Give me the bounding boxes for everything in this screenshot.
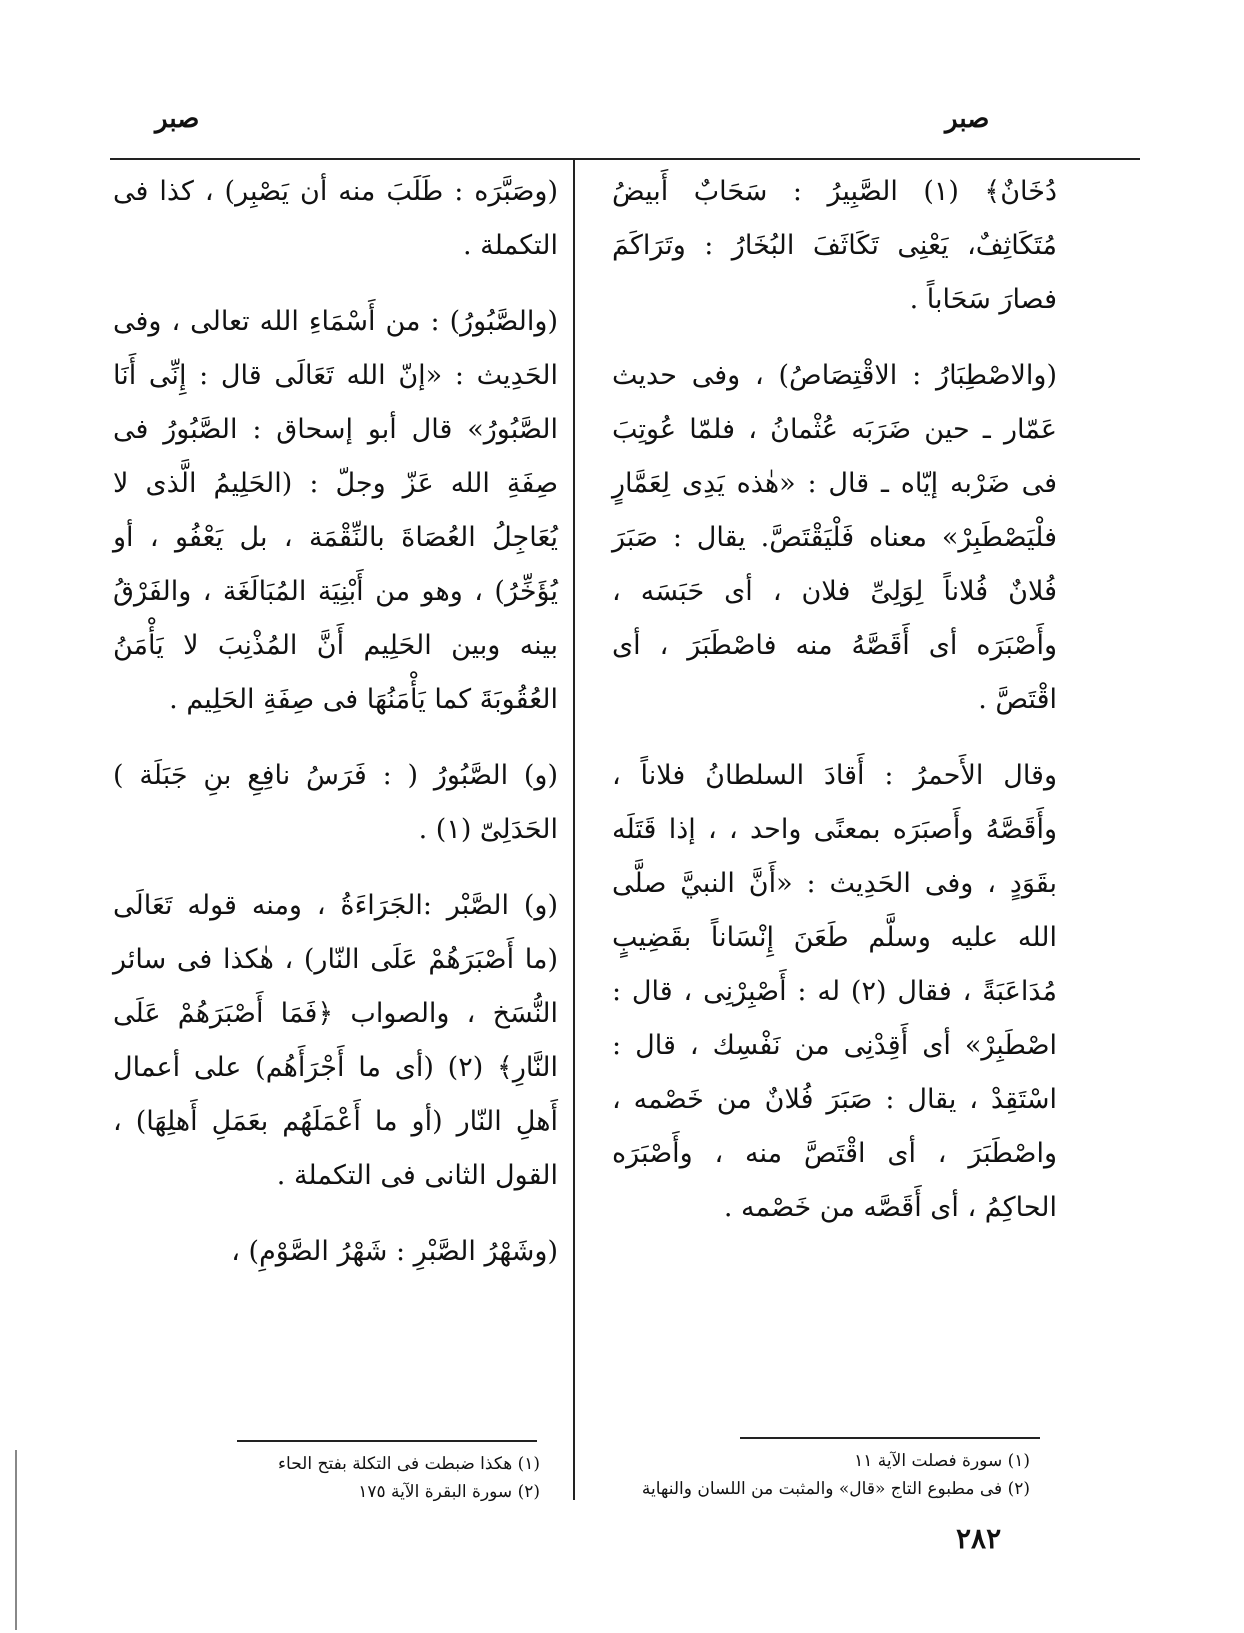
paragraph: (والصَّبُورُ) : من أَسْمَاءِ الله تعالى ، وفى الحَدِيث : «إنّ الله تَعَالَى قال : إِنِّى أَنَا الصَّبُورُ» قال أبو إسحاق : الصَّبُورُ فى صِفَةِ الله عَزّ وجلّ : (الحَلِيمُ الَّذى لا يُعَاجِلُ العُصَاةَ بالنِّقْمَة ، بل يَعْفُو ، أو يُؤَخِّرُ) ، وهو من أَبْنِيَة المُبَالَغَة ، والفَرْقُ بينه وبين الحَلِيم أَنَّ المُذْنِبَ لا يَأْمَنُ العُقُوبَةَ كما يَأْمَنُهَا فى صِفَةِ الحَلِيم . [113, 306, 558, 715]
right-column [612, 165, 1057, 1257]
running-head-right: صبر [945, 104, 990, 134]
paragraph: (وصَبَّرَه : طَلَبَ منه أن يَصْبِر) ، كذا فى التكملة . [113, 176, 558, 261]
paragraph: دُخَانٌ﴾ (١) الصَّبِيرُ : سَحَابٌ أَبيضُ مُتَكَاثِفٌ، يَعْنِى تَكَاثَفَ البُخَارُ : وتَرَاكَمَ فصارَ سَحَاباً . [612, 176, 1057, 315]
paragraph: (وشَهْرُ الصَّبْرِ : شَهْرُ الصَّوْمِ) ، [231, 1236, 558, 1267]
footnote: (٢) فى مطبوع التاج «قال» والمثبت من اللسان والنهاية [641, 1479, 1030, 1499]
paragraph: (و) الصَّبْر :الجَرَاءَةُ ، ومنه قوله تَعَالَى (ما أَصْبَرَهُمْ عَلَى النّار) ، هٰكذا فى سائر النُّسَخ ، والصواب ﴿فَمَا أَصْبَرَهُمْ عَلَى النَّارِ﴾ (٢) (أى ما أَجْرَأَهُم) على أعمال أَهلِ النّار (أو ما أَعْمَلَهُم بعَمَلِ أَهلِهَا) ، القول الثانى فى التكملة . [113, 890, 559, 1191]
header-rule [110, 158, 1140, 160]
paragraph: (و) الصَّبُورُ ( : فَرَسُ نافِعِ بنِ جَبَلَة ) الحَدَلِىّ (١) . [113, 760, 558, 845]
paragraph: (والاصْطِبَارُ : الاقْتِصَاصُ) ، وفى حديث عَمّار ـ حين ضَرَبَه عُثْمانُ ، فلمّا عُوتِبَ فى ضَرْبه إيّاه ـ قال : «هٰذه يَدِى لِعَمَّارٍ فلْيَصْطَبِرْ» معناه فَلْيَقْتَصَّ. يقال : صَبَرَ فُلانٌ فُلاناً لِوَلِىِّ فلان ، أى حَبَسَه ، وأَصْبَرَه أى أَقَصَّهُ منه فاصْطَبَرَ ، أى اقْتَصَّ . [612, 360, 1057, 715]
footnote-rule-left [237, 1440, 537, 1442]
footnotes-right [600, 1447, 1030, 1503]
scan-edge-mark [15, 1450, 17, 1630]
running-head-left: صبر [155, 104, 200, 134]
footnotes-left [110, 1450, 540, 1506]
footnote: (٢) سورة البقرة الآية ١٧٥ [358, 1482, 540, 1502]
page-number: ٢٨٢ [956, 1522, 1002, 1555]
footnote: (١) سورة فصلت الآية ١١ [854, 1451, 1030, 1471]
column-divider [573, 160, 575, 1500]
footnote-rule-right [740, 1437, 1040, 1439]
footnote: (١) هكذا ضبطت فى التكلة بفتح الحاء [278, 1454, 540, 1474]
left-column [113, 165, 558, 1301]
paragraph: وقال الأَحمرُ : أَقادَ السلطانُ فلاناً ، وأَقَصَّهُ وأَصبَرَه بمعنًى واحد ، ، إذا قَتَلَه بقَوَدٍ ، وفى الحَدِيث : «أَنَّ النبيَّ صلَّى الله عليه وسلَّم طَعَنَ إِنْسَاناً بقَضِيبٍ مُدَاعَبَةً ، فقال (٢) له : أَصْبِرْنِى ، قال : اصْطَبِرْ» أى أَقِدْنِى من نَفْسِك ، قال : اسْتَقِدْ ، يقال : صَبَرَ فُلانٌ من خَصْمه ، واصْطَبَرَ ، أى اقْتَصَّ منه ، وأَصْبَرَه الحاكِمُ ، أى أَقَصَّه من خَصْمه . [612, 760, 1057, 1223]
